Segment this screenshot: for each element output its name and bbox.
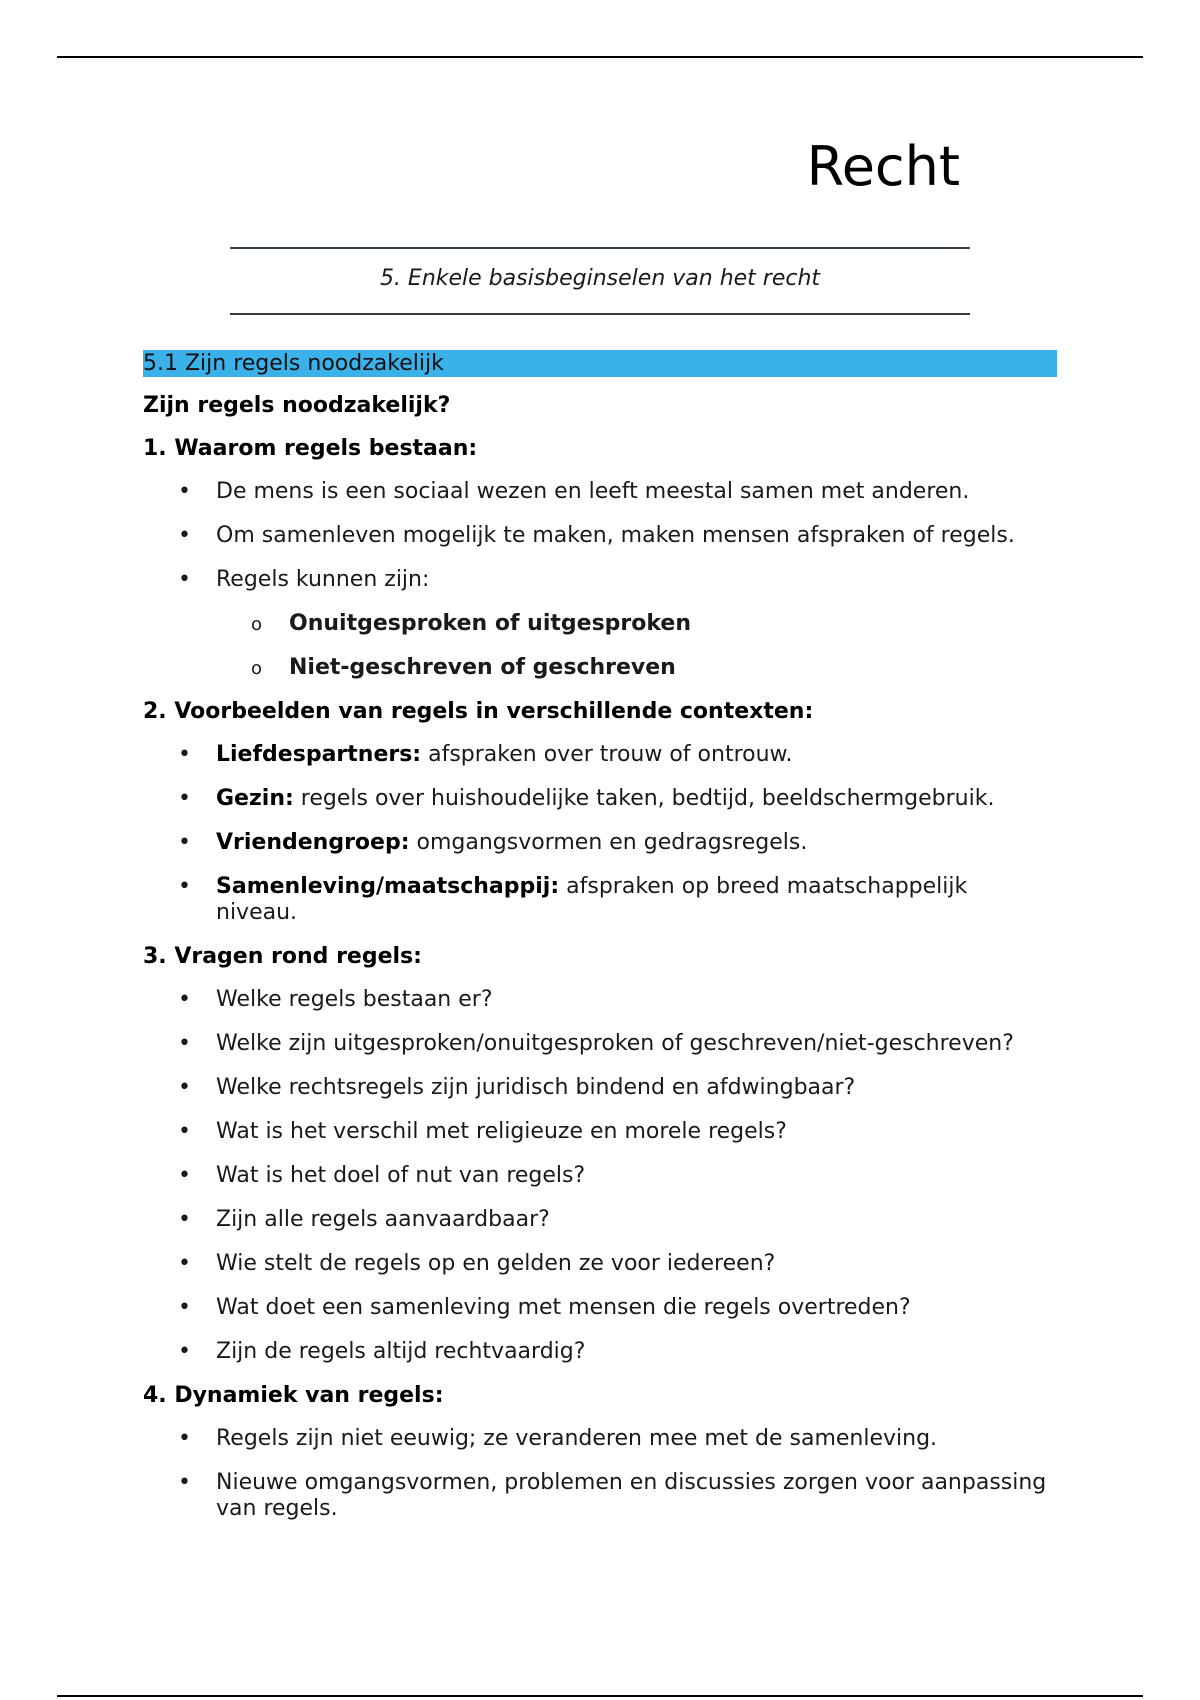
part2-heading: 2. Voorbeelden van regels in verschillende contexten:: [143, 699, 814, 724]
page-bottom-rule: [57, 1695, 1143, 1697]
part4-heading: 4. Dynamiek van regels:: [143, 1383, 444, 1408]
list-item-text: omgangsvormen en gedragsregels.: [409, 830, 808, 855]
sub-list-item-text: Niet-geschreven of geschreven: [289, 655, 676, 680]
bullet-icon: •: [178, 1031, 191, 1056]
list-item: [143, 874, 1057, 926]
list-item-text: Wat is het verschil met religieuze en morele regels?: [216, 1119, 787, 1144]
bullet-icon: •: [178, 786, 191, 811]
list-item: [143, 1470, 1057, 1522]
bullet-icon: •: [178, 1207, 191, 1232]
circle-bullet-icon: o: [251, 614, 263, 635]
list-item: [143, 1031, 1057, 1057]
list-item-text: afspraken op breed maatschappelijk niveau.: [216, 874, 968, 925]
list-item-text: Om samenleven mogelijk te maken, maken mensen afspraken of regels.: [216, 523, 1015, 548]
subtitle-rule-top: [230, 247, 970, 249]
list-item-text: regels over huishoudelijke taken, bedtijd, beeldschermgebruik.: [293, 786, 995, 811]
list-item-text: Regels kunnen zijn:: [216, 567, 430, 592]
circle-bullet-icon: o: [251, 658, 263, 679]
list-item-text: Zijn de regels altijd rechtvaardig?: [216, 1339, 586, 1364]
list-item-term: Vriendengroep:: [216, 830, 410, 855]
part1-heading: 1. Waarom regels bestaan:: [143, 436, 478, 461]
list-item: [143, 987, 1057, 1013]
list-item: [143, 830, 1057, 856]
list-item: [143, 1426, 1057, 1452]
bullet-icon: •: [178, 523, 191, 548]
bullet-icon: •: [178, 1251, 191, 1276]
section-banner: 5.1 Zijn regels noodzakelijk: [143, 350, 1057, 377]
bullet-icon: •: [178, 1426, 191, 1451]
list-item-text: Welke regels bestaan er?: [216, 987, 493, 1012]
list-item-text: Welke rechtsregels zijn juridisch bindend en afdwingbaar?: [216, 1075, 856, 1100]
bullet-icon: •: [178, 1119, 191, 1144]
bullet-icon: •: [178, 1339, 191, 1364]
bullet-icon: •: [178, 830, 191, 855]
list-item: [143, 786, 1057, 812]
list-item: [143, 1207, 1057, 1233]
bullet-icon: •: [178, 1470, 191, 1495]
document-body: [143, 350, 1057, 1540]
list-item-term: Samenleving/maatschappij:: [216, 874, 560, 899]
bullet-icon: •: [178, 1163, 191, 1188]
list-item-text: Nieuwe omgangsvormen, problemen en discussies zorgen voor aanpassing van regels.: [216, 1470, 1047, 1521]
document-title: Recht: [806, 135, 960, 198]
page-top-rule: [57, 56, 1143, 58]
list-item-term: Gezin:: [216, 786, 294, 811]
list-item-text: Zijn alle regels aanvaardbaar?: [216, 1207, 550, 1232]
bullet-icon: •: [178, 1075, 191, 1100]
list-item-text: Wat doet een samenleving met mensen die regels overtreden?: [216, 1295, 911, 1320]
part1-list: [143, 479, 1057, 593]
part3-heading: 3. Vragen rond regels:: [143, 944, 422, 969]
list-item: [143, 1119, 1057, 1145]
list-item: [143, 1339, 1057, 1365]
sub-list-item-text: Onuitgesproken of uitgesproken: [289, 611, 692, 636]
list-item-text: afspraken over trouw of ontrouw.: [421, 742, 793, 767]
sub-list-item: [143, 655, 1057, 681]
part3-list: [143, 987, 1057, 1365]
bullet-icon: •: [178, 987, 191, 1012]
list-item: [143, 1251, 1057, 1277]
list-item-text: Wat is het doel of nut van regels?: [216, 1163, 586, 1188]
bullet-icon: •: [178, 874, 191, 899]
list-item: [143, 479, 1057, 505]
bullet-icon: •: [178, 479, 191, 504]
list-item-text: De mens is een sociaal wezen en leeft meestal samen met anderen.: [216, 479, 970, 504]
list-item: [143, 1163, 1057, 1189]
sub-list-item: [143, 611, 1057, 637]
document-subtitle: 5. Enkele basisbeginselen van het recht: [379, 266, 821, 291]
bullet-icon: •: [178, 567, 191, 592]
list-item-text: Welke zijn uitgesproken/onuitgesproken of geschreven/niet-geschreven?: [216, 1031, 1014, 1056]
list-item: [143, 742, 1057, 768]
bullet-icon: •: [178, 742, 191, 767]
part1-sublist: [143, 611, 1057, 681]
list-item-text: Regels zijn niet eeuwig; ze veranderen mee met de samenleving.: [216, 1426, 938, 1451]
list-item: [143, 1295, 1057, 1321]
part4-list: [143, 1426, 1057, 1522]
list-item: [143, 567, 1057, 593]
part2-list: [143, 742, 1057, 926]
bullet-icon: •: [178, 1295, 191, 1320]
section-question: Zijn regels noodzakelijk?: [143, 393, 451, 418]
list-item: [143, 523, 1057, 549]
subtitle-rule-bottom: [230, 313, 970, 315]
list-item: [143, 1075, 1057, 1101]
list-item-term: Liefdespartners:: [216, 742, 422, 767]
list-item-text: Wie stelt de regels op en gelden ze voor iedereen?: [216, 1251, 776, 1276]
